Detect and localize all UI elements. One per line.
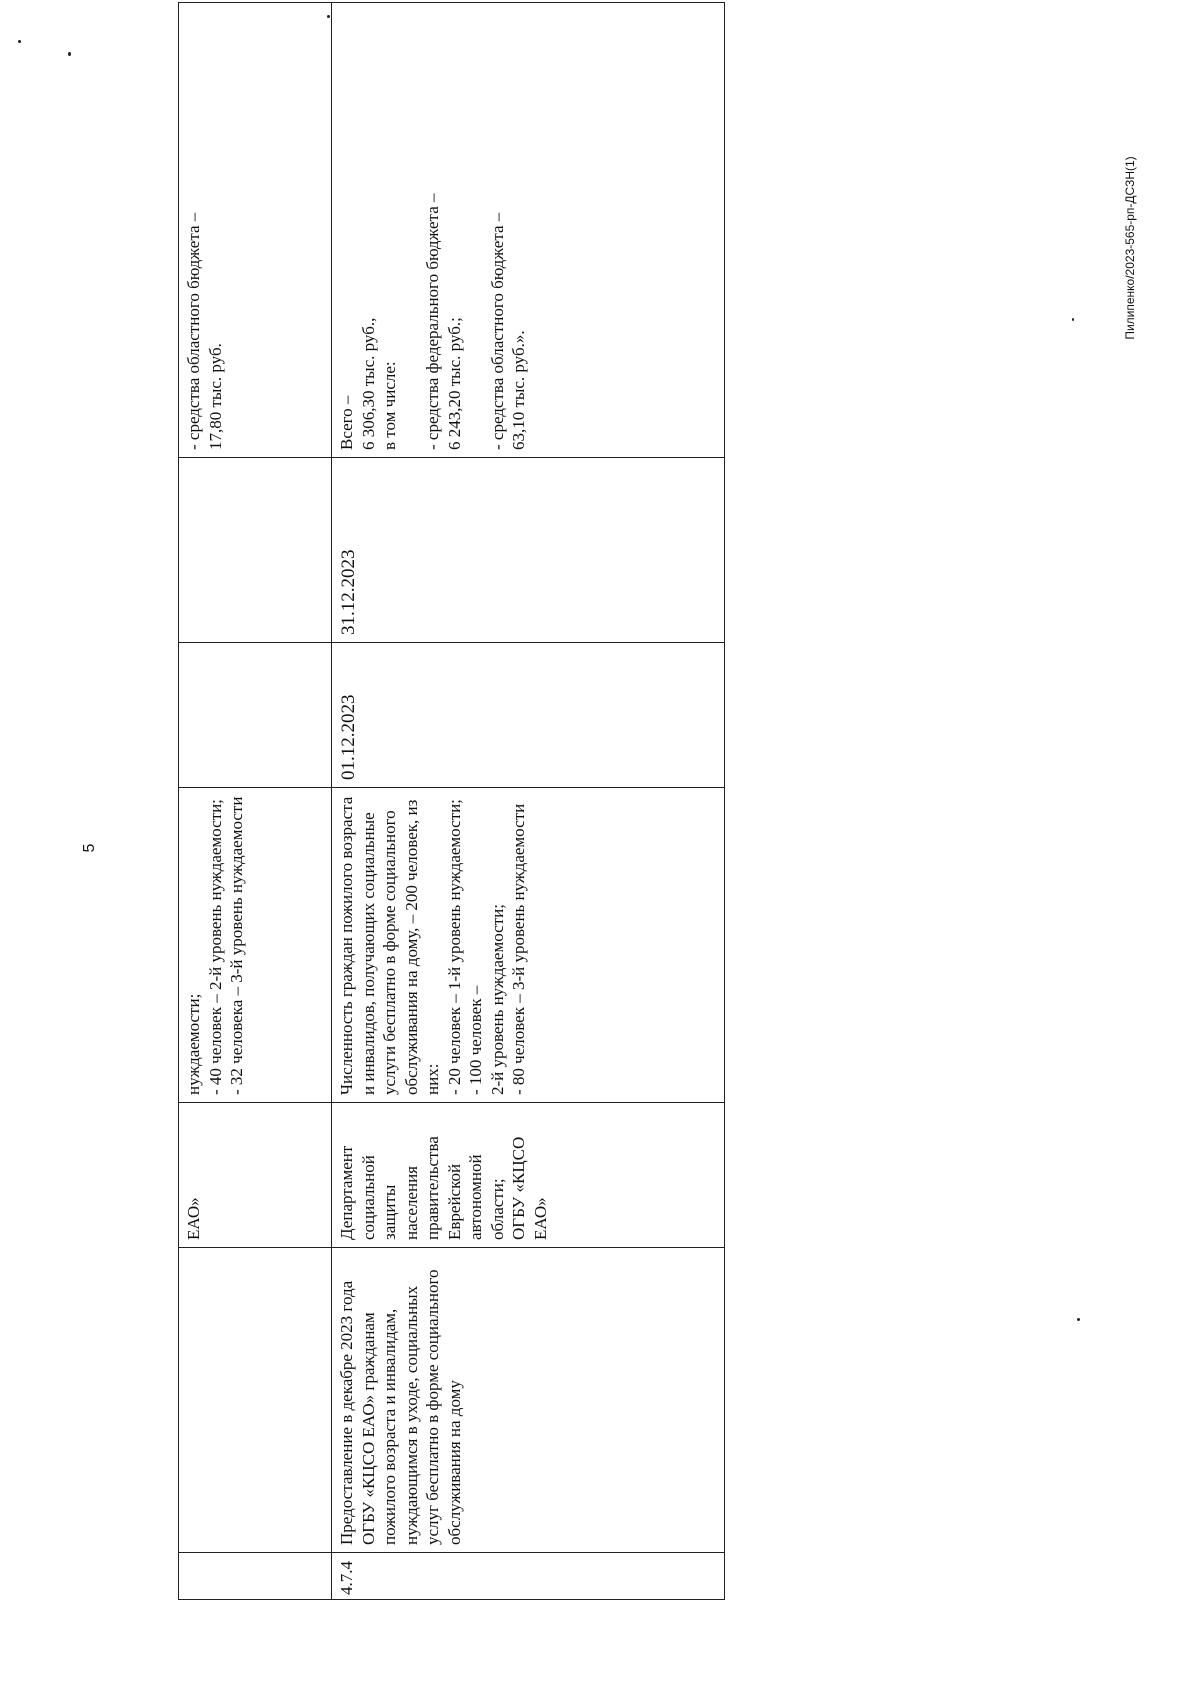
table-row-continuation bbox=[179, 3, 332, 1600]
cell-event bbox=[179, 1248, 332, 1553]
table-row-4-7-4 bbox=[332, 3, 725, 1600]
cell-start-date: 01.12.2023 bbox=[332, 643, 725, 788]
cell-executor: ЕАО» bbox=[179, 1103, 332, 1248]
cell-number: 4.7.4 bbox=[332, 1553, 725, 1600]
scan-speck bbox=[68, 52, 71, 56]
funding-federal: - средства федерального бюджета – 6 243,20 тыс. руб.; bbox=[423, 193, 464, 450]
scan-speck bbox=[1077, 1318, 1080, 1321]
cell-indicator: нуждаемости; - 40 человек – 2-й уровень нуждаемости; - 32 человека – 3-й уровень нуждаемости bbox=[179, 788, 332, 1103]
cell-executor: Департамент социальной защиты населения правительства Еврейской автономной области; ОГБУ «КЦСО ЕАО» bbox=[332, 1103, 725, 1248]
document-code: Пилипенко/2023-565-рп-ДСЗН(1) bbox=[1123, 156, 1137, 340]
cell-start-date bbox=[179, 643, 332, 788]
spacer bbox=[401, 10, 423, 450]
cell-end-date bbox=[179, 458, 332, 643]
scan-speck bbox=[1072, 318, 1074, 321]
cell-funding bbox=[332, 3, 725, 458]
cell-event: Предоставление в декабре 2023 года ОГБУ «КЦСО ЕАО» гражданам пожилого возраста и инвалидам, нуждающимся в уходе, социальных услуг бесплатно в форме социального обслуживания на дому bbox=[332, 1248, 725, 1553]
scan-speck bbox=[18, 40, 21, 43]
page-number: 5 bbox=[81, 843, 98, 853]
cell-end-date: 31.12.2023 bbox=[332, 458, 725, 643]
cell-indicator: Численность граждан пожилого возраста и инвалидов, получающих социальные услуги бесплатно в форме социального обслуживания на дому, – 200 человек, из них: - 20 человек – 1-й уровень нуждаемости; - 100 человек – 2-й уровень нуждаемости; - 80 человек – 3-й уровень нуждаемости bbox=[332, 788, 725, 1103]
funding-total: Всего – 6 306,30 тыс. руб., в том числе: bbox=[337, 317, 399, 450]
cell-funding: - средства областного бюджета – 17,80 тыс. руб. bbox=[179, 3, 332, 458]
spacer bbox=[465, 10, 487, 450]
cell-number bbox=[179, 1553, 332, 1600]
program-table bbox=[178, 100, 708, 1600]
funding-regional: - средства областного бюджета – 63,10 тыс. руб.». bbox=[487, 212, 528, 450]
